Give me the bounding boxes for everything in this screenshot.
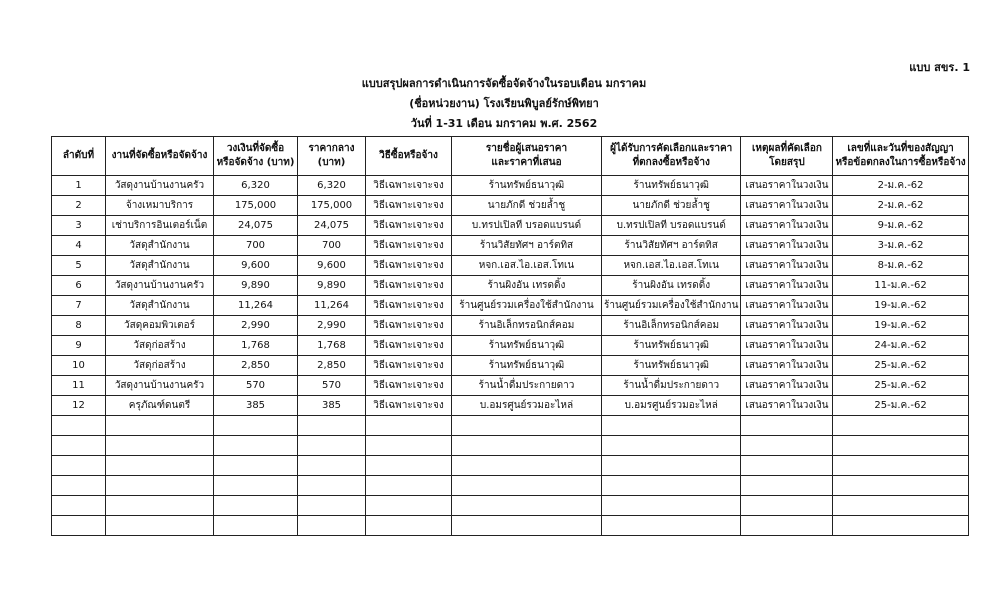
empty-cell	[106, 436, 214, 456]
empty-table-row	[52, 456, 969, 476]
column-header-line1: ผู้ได้รับการคัดเลือกและราคา	[610, 143, 733, 154]
column-header-line2: หรือจัดจ้าง (บาท)	[216, 157, 295, 168]
column-header-line2: หรือข้อตกลงในการซื้อหรือจ้าง	[835, 157, 966, 168]
cell-item: วัสดุสำนักงาน	[106, 296, 214, 316]
cell-item: ครุภัณฑ์ดนตรี	[106, 396, 214, 416]
column-header-line2: (บาท)	[317, 157, 346, 168]
cell-bidders: ร้านอิเล็กทรอนิกส์คอม	[452, 316, 602, 336]
cell-reason: เสนอราคาในวงเงิน	[741, 276, 833, 296]
cell-budget: 175,000	[214, 196, 298, 216]
cell-reason: เสนอราคาในวงเงิน	[741, 216, 833, 236]
empty-cell	[741, 416, 833, 436]
cell-selected-vendor: นายภักดี ช่วยล้ำชู	[602, 196, 741, 216]
report-title: แบบสรุปผลการดำเนินการจัดซื้อจัดจ้างในรอบเดือน มกราคม	[361, 77, 647, 90]
cell-budget: 9,600	[214, 256, 298, 276]
table-row	[52, 216, 969, 236]
cell-number: 2	[52, 196, 106, 216]
cell-number: 11	[52, 376, 106, 396]
column-header-line2: ที่ตกลงซื้อหรือจ้าง	[632, 157, 710, 168]
cell-reference-price: 6,320	[298, 176, 366, 196]
column-header	[366, 137, 452, 176]
cell-number: 9	[52, 336, 106, 356]
organization-name: (ชื่อหน่วยงาน) โรงเรียนพิบูลย์รักษ์พิทยา	[409, 97, 599, 110]
cell-selected-vendor: ร้านอิเล็กทรอนิกส์คอม	[602, 316, 741, 336]
empty-cell	[52, 416, 106, 436]
cell-budget: 9,890	[214, 276, 298, 296]
empty-cell	[833, 496, 968, 516]
cell-contract-date: 8-ม.ค.-62	[833, 256, 968, 276]
cell-method: วิธีเฉพาะเจาะจง	[366, 256, 452, 276]
empty-cell	[741, 456, 833, 476]
cell-reference-price: 175,000	[298, 196, 366, 216]
column-header-line1: วิธีซื้อหรือจ้าง	[379, 150, 438, 161]
empty-cell	[366, 456, 452, 476]
cell-bidders: ร้านทรัพย์ธนาวุฒิ	[452, 176, 602, 196]
cell-method: วิธีเฉพาะเจาะจง	[366, 396, 452, 416]
empty-table-row	[52, 496, 969, 516]
column-header	[298, 137, 366, 176]
cell-bidders: หจก.เอส.ไอ.เอส.โทเน	[452, 256, 602, 276]
empty-cell	[602, 436, 741, 456]
empty-cell	[366, 496, 452, 516]
cell-contract-date: 2-ม.ค.-62	[833, 176, 968, 196]
cell-selected-vendor: ร้านทรัพย์ธนาวุฒิ	[602, 356, 741, 376]
cell-budget: 6,320	[214, 176, 298, 196]
empty-cell	[366, 416, 452, 436]
cell-selected-vendor: ร้านทรัพย์ธนาวุฒิ	[602, 336, 741, 356]
cell-budget: 2,850	[214, 356, 298, 376]
cell-selected-vendor: ร้านผิงอัน เทรดดิ้ง	[602, 276, 741, 296]
empty-cell	[452, 436, 602, 456]
empty-cell	[106, 456, 214, 476]
empty-cell	[366, 436, 452, 456]
empty-cell	[833, 436, 968, 456]
cell-method: วิธีเฉพาะเจาะจง	[366, 176, 452, 196]
table-row	[52, 176, 969, 196]
empty-cell	[52, 436, 106, 456]
header-row	[52, 137, 969, 176]
empty-cell	[366, 476, 452, 496]
cell-selected-vendor: หจก.เอส.ไอ.เอส.โทเน	[602, 256, 741, 276]
cell-method: วิธีเฉพาะเจาะจง	[366, 196, 452, 216]
column-header-line1: ราคากลาง	[308, 143, 355, 154]
empty-cell	[452, 496, 602, 516]
table-row	[52, 336, 969, 356]
empty-cell	[106, 476, 214, 496]
cell-reason: เสนอราคาในวงเงิน	[741, 256, 833, 276]
cell-item: จ้างเหมาบริการ	[106, 196, 214, 216]
cell-reason: เสนอราคาในวงเงิน	[741, 316, 833, 336]
cell-reference-price: 9,890	[298, 276, 366, 296]
cell-reason: เสนอราคาในวงเงิน	[741, 236, 833, 256]
cell-item: วัสดุก่อสร้าง	[106, 356, 214, 376]
cell-item: วัสดุคอมพิวเตอร์	[106, 316, 214, 336]
cell-bidders: บ.อมรศูนย์รวมอะไหล่	[452, 396, 602, 416]
empty-cell	[602, 496, 741, 516]
cell-reason: เสนอราคาในวงเงิน	[741, 196, 833, 216]
empty-cell	[833, 416, 968, 436]
cell-contract-date: 11-ม.ค.-62	[833, 276, 968, 296]
empty-cell	[214, 436, 298, 456]
cell-reason: เสนอราคาในวงเงิน	[741, 376, 833, 396]
empty-cell	[833, 516, 968, 536]
empty-cell	[214, 516, 298, 536]
empty-table-row	[52, 516, 969, 536]
table-row	[52, 276, 969, 296]
empty-cell	[106, 416, 214, 436]
column-header	[214, 137, 298, 176]
cell-selected-vendor: บ.อมรศูนย์รวมอะไหล่	[602, 396, 741, 416]
cell-budget: 24,075	[214, 216, 298, 236]
cell-budget: 570	[214, 376, 298, 396]
column-header-line1: ลำดับที่	[62, 150, 95, 161]
cell-number: 12	[52, 396, 106, 416]
cell-reference-price: 24,075	[298, 216, 366, 236]
cell-method: วิธีเฉพาะเจาะจง	[366, 356, 452, 376]
table-row	[52, 196, 969, 216]
form-code: แบบ สขร. 1	[909, 61, 970, 74]
empty-table-row	[52, 436, 969, 456]
cell-reference-price: 9,600	[298, 256, 366, 276]
column-header-line2: โดยสรุป	[769, 157, 805, 168]
cell-number: 5	[52, 256, 106, 276]
cell-budget: 1,768	[214, 336, 298, 356]
table-row	[52, 356, 969, 376]
cell-item: วัสดุสำนักงาน	[106, 236, 214, 256]
empty-cell	[52, 476, 106, 496]
cell-contract-date: 19-ม.ค.-62	[833, 296, 968, 316]
empty-cell	[602, 456, 741, 476]
cell-selected-vendor: ร้านทรัพย์ธนาวุฒิ	[602, 176, 741, 196]
table-row	[52, 396, 969, 416]
table-header	[52, 137, 969, 176]
cell-method: วิธีเฉพาะเจาะจง	[366, 376, 452, 396]
column-header-line2: และราคาที่เสนอ	[491, 157, 562, 168]
cell-number: 10	[52, 356, 106, 376]
column-header	[452, 137, 602, 176]
empty-cell	[741, 436, 833, 456]
cell-bidders: ร้านศูนย์รวมเครื่องใช้สำนักงาน	[452, 296, 602, 316]
empty-cell	[452, 516, 602, 536]
cell-number: 1	[52, 176, 106, 196]
cell-selected-vendor: ร้านน้ำดื่มประกายดาว	[602, 376, 741, 396]
cell-bidders: บ.ทรปเปิลที บรอดแบรนด์	[452, 216, 602, 236]
cell-method: วิธีเฉพาะเจาะจง	[366, 236, 452, 256]
cell-method: วิธีเฉพาะเจาะจง	[366, 316, 452, 336]
empty-cell	[741, 476, 833, 496]
table-row	[52, 256, 969, 276]
cell-number: 8	[52, 316, 106, 336]
empty-cell	[741, 496, 833, 516]
cell-reference-price: 1,768	[298, 336, 366, 356]
empty-cell	[833, 456, 968, 476]
cell-reason: เสนอราคาในวงเงิน	[741, 396, 833, 416]
cell-contract-date: 24-ม.ค.-62	[833, 336, 968, 356]
cell-method: วิธีเฉพาะเจาะจง	[366, 296, 452, 316]
empty-cell	[452, 456, 602, 476]
cell-contract-date: 25-ม.ค.-62	[833, 376, 968, 396]
table-body	[52, 176, 969, 536]
cell-bidders: ร้านวิสัยทัศฯ อาร์ตทิส	[452, 236, 602, 256]
cell-reason: เสนอราคาในวงเงิน	[741, 336, 833, 356]
cell-selected-vendor: ร้านศูนย์รวมเครื่องใช้สำนักงาน	[602, 296, 741, 316]
empty-cell	[298, 476, 366, 496]
table-row	[52, 236, 969, 256]
cell-item: วัสดุงานบ้านงานครัว	[106, 176, 214, 196]
cell-selected-vendor: ร้านวิสัยทัศฯ อาร์ตทิส	[602, 236, 741, 256]
cell-budget: 700	[214, 236, 298, 256]
column-header	[602, 137, 741, 176]
cell-contract-date: 25-ม.ค.-62	[833, 356, 968, 376]
cell-method: วิธีเฉพาะเจาะจง	[366, 336, 452, 356]
empty-cell	[452, 416, 602, 436]
cell-budget: 2,990	[214, 316, 298, 336]
empty-cell	[452, 476, 602, 496]
cell-contract-date: 9-ม.ค.-62	[833, 216, 968, 236]
empty-table-row	[52, 476, 969, 496]
column-header-line1: วงเงินที่จัดซื้อ	[226, 143, 285, 154]
cell-reason: เสนอราคาในวงเงิน	[741, 356, 833, 376]
cell-contract-date: 19-ม.ค.-62	[833, 316, 968, 336]
cell-item: วัสดุก่อสร้าง	[106, 336, 214, 356]
cell-item: เช่าบริการอินเตอร์เน็ต	[106, 216, 214, 236]
cell-number: 3	[52, 216, 106, 236]
table-row	[52, 316, 969, 336]
empty-cell	[214, 476, 298, 496]
column-header	[52, 137, 106, 176]
cell-method: วิธีเฉพาะเจาะจง	[366, 276, 452, 296]
column-header	[106, 137, 214, 176]
cell-item: วัสดุงานบ้านงานครัว	[106, 376, 214, 396]
cell-reason: เสนอราคาในวงเงิน	[741, 176, 833, 196]
cell-contract-date: 3-ม.ค.-62	[833, 236, 968, 256]
cell-number: 6	[52, 276, 106, 296]
cell-bidders: ร้านทรัพย์ธนาวุฒิ	[452, 336, 602, 356]
cell-reference-price: 2,850	[298, 356, 366, 376]
column-header	[833, 137, 968, 176]
empty-cell	[214, 496, 298, 516]
empty-cell	[602, 476, 741, 496]
cell-bidders: นายภักดี ช่วยล้ำชู	[452, 196, 602, 216]
cell-number: 7	[52, 296, 106, 316]
empty-cell	[214, 416, 298, 436]
empty-cell	[52, 456, 106, 476]
cell-contract-date: 2-ม.ค.-62	[833, 196, 968, 216]
cell-reference-price: 11,264	[298, 296, 366, 316]
cell-budget: 11,264	[214, 296, 298, 316]
empty-cell	[298, 516, 366, 536]
empty-cell	[602, 416, 741, 436]
column-header-line1: งานที่จัดซื้อหรือจัดจ้าง	[111, 150, 208, 161]
empty-cell	[106, 516, 214, 536]
empty-cell	[214, 456, 298, 476]
empty-cell	[106, 496, 214, 516]
empty-cell	[52, 496, 106, 516]
cell-number: 4	[52, 236, 106, 256]
table-row	[52, 296, 969, 316]
empty-cell	[833, 476, 968, 496]
column-header-line1: เหตุผลที่คัดเลือก	[752, 143, 822, 154]
report-period: วันที่ 1-31 เดือน มกราคม พ.ศ. 2562	[410, 117, 598, 130]
cell-reason: เสนอราคาในวงเงิน	[741, 296, 833, 316]
cell-method: วิธีเฉพาะเจาะจง	[366, 216, 452, 236]
cell-item: วัสดุงานบ้านงานครัว	[106, 276, 214, 296]
cell-item: วัสดุสำนักงาน	[106, 256, 214, 276]
table-row	[52, 376, 969, 396]
cell-reference-price: 700	[298, 236, 366, 256]
empty-cell	[298, 496, 366, 516]
cell-reference-price: 570	[298, 376, 366, 396]
empty-cell	[298, 436, 366, 456]
cell-selected-vendor: บ.ทรปเปิลที บรอดแบรนด์	[602, 216, 741, 236]
empty-table-row	[52, 416, 969, 436]
cell-bidders: ร้านน้ำดื่มประกายดาว	[452, 376, 602, 396]
empty-cell	[52, 516, 106, 536]
cell-contract-date: 25-ม.ค.-62	[833, 396, 968, 416]
procurement-table	[51, 136, 969, 536]
column-header-line1: รายชื่อผู้เสนอราคา	[485, 143, 568, 154]
column-header-line1: เลขที่และวันที่ของสัญญา	[847, 143, 954, 154]
empty-cell	[741, 516, 833, 536]
cell-reference-price: 385	[298, 396, 366, 416]
column-header	[741, 137, 833, 176]
empty-cell	[298, 416, 366, 436]
empty-cell	[298, 456, 366, 476]
cell-budget: 385	[214, 396, 298, 416]
cell-bidders: ร้านผิงอัน เทรดดิ้ง	[452, 276, 602, 296]
empty-cell	[602, 516, 741, 536]
cell-bidders: ร้านทรัพย์ธนาวุฒิ	[452, 356, 602, 376]
empty-cell	[366, 516, 452, 536]
cell-reference-price: 2,990	[298, 316, 366, 336]
